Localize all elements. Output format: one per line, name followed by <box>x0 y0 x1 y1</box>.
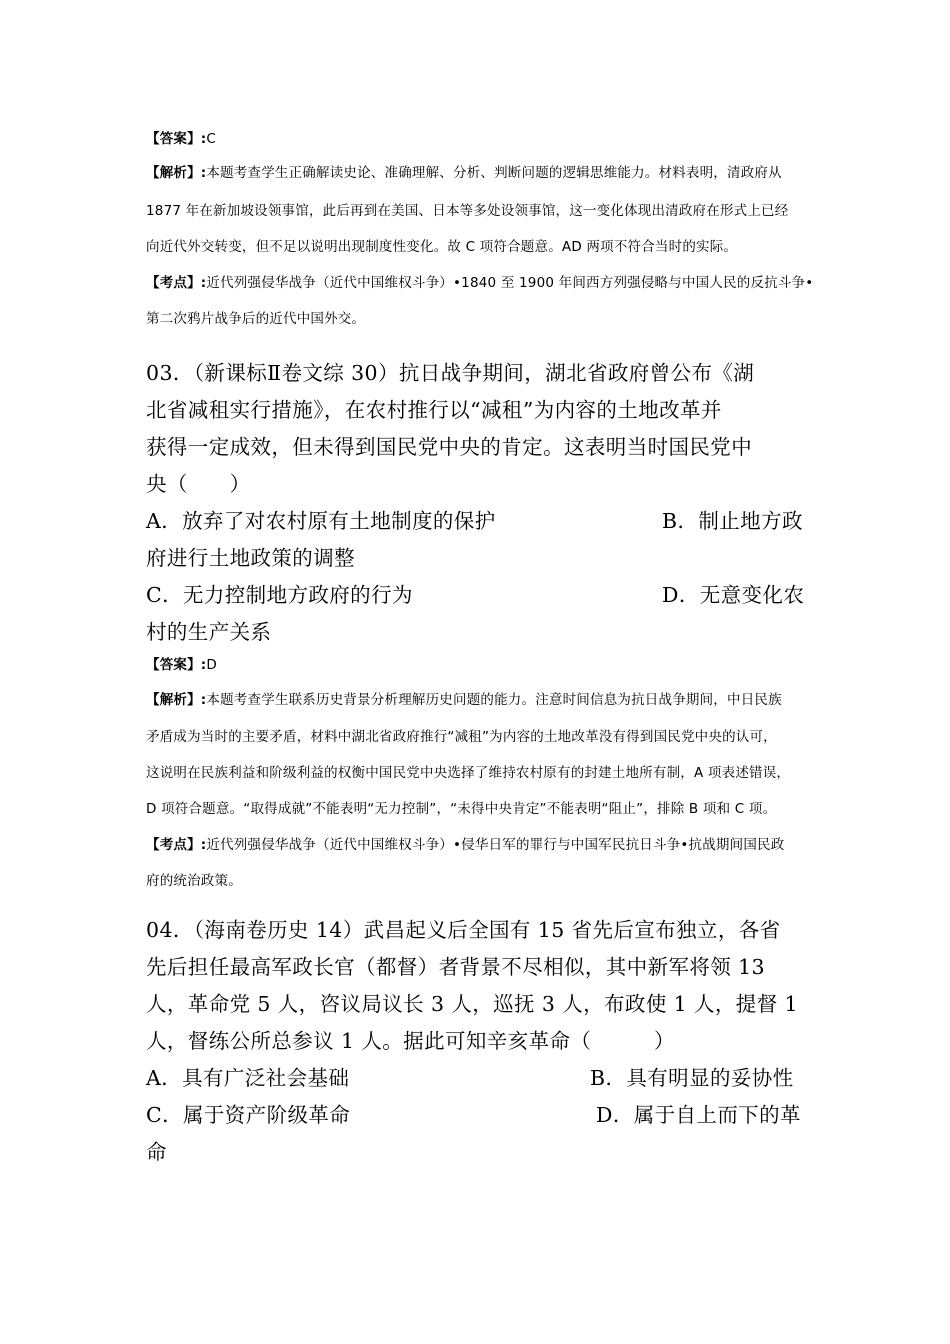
q3-analysis-label: 【解析】: <box>146 692 207 708</box>
q2-answer-line <box>146 124 906 155</box>
q4-option-d: D．属于自上而下的革 <box>596 1103 801 1127</box>
q3-point-text-1: 近代列强侵华战争（近代中国维权斗争）•侵华日军的罪行与中国军民抗日斗争•抗战期间国民政 <box>206 837 785 853</box>
q2-analysis-label: 【解析】: <box>146 165 207 181</box>
q3-analysis-line-2: 矛盾成为当时的主要矛盾，材料中湖北省政府推行“减租”为内容的土地改革没有得到国民党中央的认可， <box>146 729 777 745</box>
q4-option-c: C．属于资产阶级革命 <box>146 1103 351 1127</box>
q4-stem-line-2: 先后担任最高军政长官（都督）者背景不尽相似，其中新军将领 13 <box>146 955 765 979</box>
q4-option-b: B．具有明显的妥协性 <box>590 1066 794 1090</box>
q2-point-label: 【考点】: <box>146 275 207 291</box>
q2-point-line-2: 第二次鸦片战争后的近代中国外交。 <box>146 311 366 327</box>
q3-option-c: C．无力控制地方政府的行为 <box>146 583 413 607</box>
q3-stem-line-3: 获得一定成效，但未得到国民党中央的肯定。这表明当时国民党中 <box>146 435 753 459</box>
q3-option-d: D．无意变化农 <box>662 583 805 607</box>
q2-analysis-line-1 <box>146 158 906 189</box>
q3-analysis-line-3: 这说明在民族利益和阶级利益的权衡中国民党中央选择了维持农村原有的封建土地所有制，A 项表述错误， <box>146 765 791 781</box>
q3-analysis-text-1: 本题考查学生联系历史背景分析理解历史问题的能力。注意时间信息为抗日战争期间，中日民族 <box>206 692 782 708</box>
q3-option-d-continued: 村的生产关系 <box>146 620 272 644</box>
q2-answer-value: C <box>206 131 217 147</box>
q4-option-a: A．具有广泛社会基础 <box>146 1066 350 1090</box>
q3-stem-line-2: 北省减租实行措施》，在农村推行以“减租”为内容的土地改革并 <box>146 398 722 422</box>
q3-option-a: A．放弃了对农村原有土地制度的保护 <box>146 509 496 533</box>
q3-answer-value: D <box>206 657 218 673</box>
q3-option-b: B．制止地方政 <box>662 509 803 533</box>
q2-analysis-line-3: 向近代外交转变，但不足以说明出现制度性变化。故 C 项符合题意。AD 两项不符合当时的实际。 <box>146 239 738 255</box>
q3-point-line-1 <box>146 830 906 861</box>
q3-analysis-line-4: D 项符合题意。“取得成就”不能表明“无力控制”，“未得中央肯定”不能表明“阻止”，排除 B 项和 C 项。 <box>146 801 777 817</box>
q3-point-line-2: 府的统治政策。 <box>146 873 242 889</box>
q3-point-label: 【考点】: <box>146 837 207 853</box>
q4-stem-line-3: 人，革命党 5 人，咨议局议长 3 人，巡抚 3 人，布政使 1 人，提督 1 <box>146 992 798 1016</box>
q2-answer-label: 【答案】: <box>146 131 207 147</box>
q3-answer-line <box>146 650 906 681</box>
q3-option-b-continued: 府进行土地政策的调整 <box>146 546 355 570</box>
q4-stem-line-1: 04．（海南卷历史 14）武昌起义后全国有 15 省先后宣布独立，各省 <box>146 918 781 942</box>
q3-stem-line-1: 03．（新课标Ⅱ卷文综 30）抗日战争期间，湖北省政府曾公布《湖 <box>146 361 755 385</box>
q4-stem-line-4: 人，督练公所总参议 1 人。据此可知辛亥革命（ ） <box>146 1029 675 1053</box>
q2-point-line-1 <box>146 268 906 299</box>
q3-stem-line-4: 央（ ） <box>146 472 251 496</box>
q3-answer-label: 【答案】: <box>146 657 207 673</box>
q3-analysis-line-1 <box>146 685 906 716</box>
q2-analysis-line-2: 1877 年在新加坡设领事馆，此后再到在美国、日本等多处设领事馆，这一变化体现出清政府在形式上已经 <box>146 203 789 219</box>
q2-analysis-text-1: 本题考查学生正确解读史论、准确理解、分析、判断问题的逻辑思维能力。材料表明，清政府从 <box>206 165 782 181</box>
q4-option-d-continued: 命 <box>146 1140 167 1164</box>
q2-point-text-1: 近代列强侵华战争（近代中国维权斗争）•1840 至 1900 年间西方列强侵略与中国人民的反抗斗争• <box>206 275 814 291</box>
